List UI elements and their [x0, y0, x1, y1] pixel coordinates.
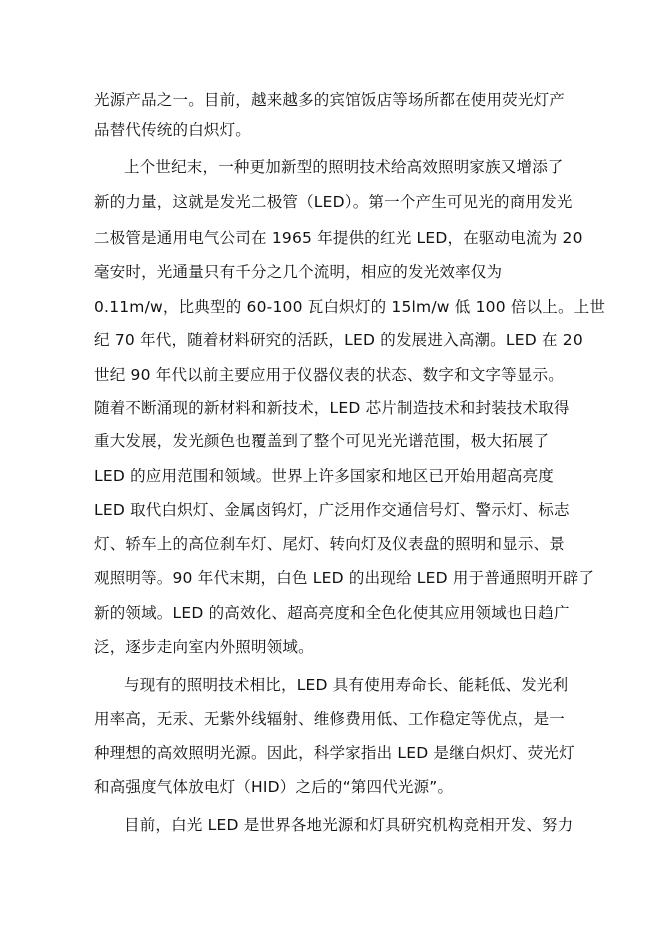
text-line: 重大发展，发光颜色也覆盖到了整个可见光光谱范围，极大拓展了 [94, 432, 550, 450]
text-line: 光源产品之一。目前，越来越多的宾馆饭店等场所都在使用荧光灯产 [94, 91, 566, 109]
text-line: 用率高，无汞、无紫外线辐射、维修费用低、工作稳定等优点，是一 [94, 710, 566, 728]
paragraph-start-line: 目前，白光 LED 是世界各地光源和灯具研究机构竞相开发、努力 [124, 816, 574, 834]
text-line: 品替代传统的白炽灯。 [94, 121, 252, 139]
text-line: 随着不断涌现的新材料和新技术，LED 芯片制造技术和封装技术取得 [94, 399, 570, 417]
text-line: 纪 70 年代，随着材料研究的活跃，LED 的发展进入高潮。LED 在 20 [94, 331, 583, 349]
text-line: 世纪 90 年代以前主要应用于仪器仪表的状态、数字和文字等显示。 [94, 366, 564, 384]
text-line: 二极管是通用电气公司在 1965 年提供的红光 LED，在驱动电流为 20 [94, 229, 583, 247]
paragraph-start-line: 与现有的照明技术相比，LED 具有使用寿命长、能耗低、发光利 [124, 676, 569, 694]
text-line: 泛，逐步走向室内外照明领域。 [94, 638, 314, 656]
text-line: 0.11m/w，比典型的 60-100 瓦白炽灯的 15lm/w 低 100 倍以上。上世 [94, 298, 606, 316]
text-line: 新的领域。LED 的高效化、超高亮度和全色化使其应用领域也日趋广 [94, 604, 570, 622]
text-line: 和高强度气体放电灯（HID）之后的“第四代光源”。 [94, 778, 454, 796]
text-line: LED 的应用范围和领域。世界上许多国家和地区已开始用超高亮度 [94, 467, 554, 485]
text-line: 新的力量，这就是发光二极管（LED）。第一个产生可见光的商用发光 [94, 193, 573, 211]
text-line: 观照明等。90 年代末期，白色 LED 的出现给 LED 用于普通照明开辟了 [94, 569, 595, 587]
paragraph-start-line: 上个世纪末，一种更加新型的照明技术给高效照明家族又增添了 [124, 158, 564, 176]
text-line: 灯、轿车上的高位刹车灯、尾灯、转向灯及仪表盘的照明和显示、景 [94, 535, 566, 553]
text-line: 毫安时，光通量只有千分之几个流明，相应的发光效率仅为 [94, 263, 503, 281]
text-line: LED 取代白炽灯、金属卤钨灯，广泛用作交通信号灯、警示灯、标志 [94, 501, 570, 519]
text-line: 种理想的高效照明光源。因此，科学家指出 LED 是继白炽灯、荧光灯 [94, 744, 575, 762]
